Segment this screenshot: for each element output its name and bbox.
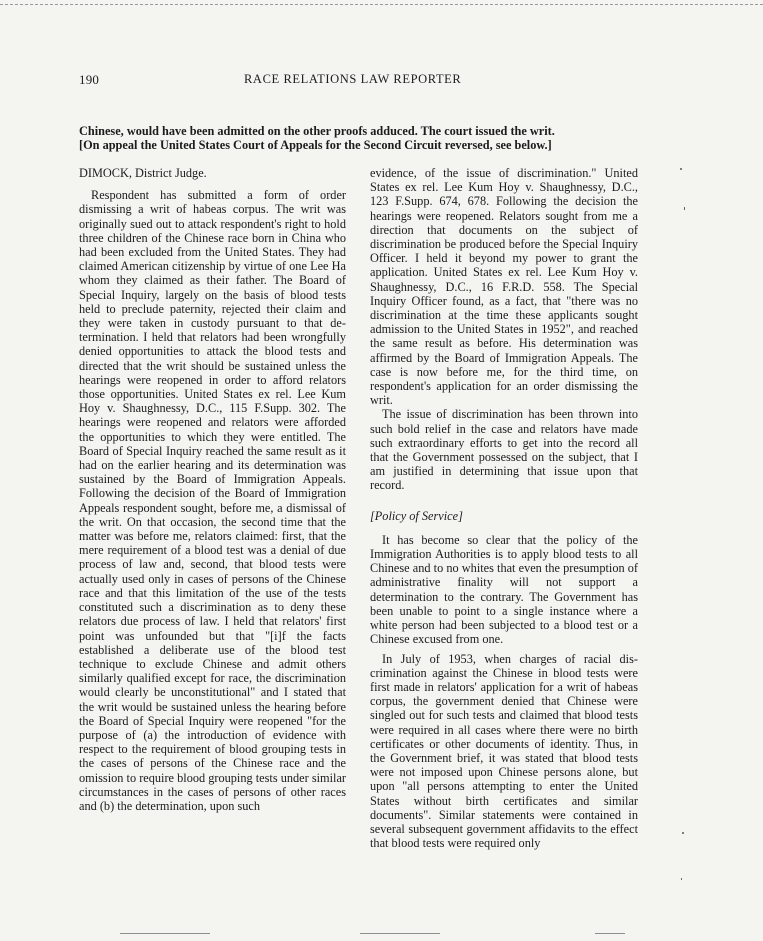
bottom-scan-rule <box>120 933 210 934</box>
scan-speck <box>680 168 682 170</box>
opinion-paragraph: It has become so clear that the policy of the Immigration Authorities is to apply blood tests to all Chinese and to no whites that even the presumption of administrative finality will not support a determination to the contrary. The Government has been unable to point to a single instance where a white person had been subjected to a blood test or a Chinese excused from one. <box>370 532 638 647</box>
bottom-scan-rule <box>595 933 625 934</box>
section-heading: [Policy of Service] <box>370 508 463 523</box>
running-title: RACE RELATIONS LAW REPORTER <box>244 72 462 86</box>
page-header <box>79 72 669 90</box>
headnote <box>79 124 669 152</box>
bottom-scan-rule <box>360 933 440 934</box>
opinion-paragraph: The issue of discrimination has been thrown into such bold relief in the case and relators have made such extraordinary efforts to get into the record all that the Government possessed on the subject, that I am justified in determining that issue upon that record. <box>370 407 638 493</box>
page-number: 190 <box>79 72 100 87</box>
opinion-paragraph: evidence, of the issue of discrimination." United States ex rel. Lee Kum Hoy v. Shaughnessy, D.C., 123 F.Supp. 674, 678. Following the decision the hearings were reopened. Relators sought from me a direction that documents on the subject of discrimination be produced before the Special Inquiry Officer. I held it beyond my power to grant the application. United States ex rel. Lee Kum Hoy v. Shaughnessy, D.C., 16 F.R.D. 558. The Special Inquiry Officer found, as a fact, that "there was no discrimination at the time these applicants sought admission to the United States in 1952", and reached the same result as before. His determination was affirmed by the Board of Immigration Appeals. The case is now before me, for the third time, on respondent's application for an order dismissing the writ. <box>370 166 638 408</box>
opinion-paragraph: Respondent has submitted a form of order dismissing a writ of habeas corpus. The writ was originally sued out to attack respondent's right to hold three children of the Chinese race born in China who had been excluded from the United States. They had claimed American citizenship by virtue of one Lee Ha whom they claimed as their father. The Board of Special Inquiry, largely on the basis of blood tests held to preclude paternity, rejected their claim and they were taken in custody pursuant to that determination. I held that relators had been wrongfully denied opportunities to attack the blood tests and directed that the writ should be sustained unless the hearings were reopened in order to afford relators those opportunities. United States ex rel. Lee Kum Hoy v. Shaughnessy, D.C., 115 F.Supp. 302. The hearings were reopened and relators were afforded the opportunities to which they were entitled. The Board of Special Inquiry reached the same result as it had on the earlier hearing and its determination was sustained by the Board of Immigration Appeals. Following the decision of the Board of Immigration Appeals respondent sought, before me, a dismissal of the writ. On that occasion, the second time that the matter was before me, relators claimed: first, that the mere requirement of a blood test was a denial of due process of law and, second, that blood tests were actually used only in cases of persons of the Chinese race and that this limitation of the use of the tests constituted such a discrimination as to deny these relators due process of law. I held that relators' first point was unfounded but that "[i]f the facts established a deliberate use of the blood test technique to exclude Chinese and admit others similarly qualified except for race, the discrimination would clearly be unconstitutional" and I stated that the writ would be sustained unless the hearing before the Board of Special Inquiry were reopened "for the purpose of (a) the introduction of evidence with respect to the requirement of blood grouping tests in the cases of persons of the Chinese race and the omission to require blood grouping tests under similar circumstances in the cases of persons of other races and (b) the determination, upon such <box>79 188 346 813</box>
scan-speck <box>684 207 685 210</box>
right-column <box>370 166 638 850</box>
page-top-edge <box>0 4 763 5</box>
headnote-line-2: [On appeal the United States Court of Appeals for the Second Circuit reversed, see below.] <box>79 138 552 152</box>
left-column <box>79 166 346 813</box>
scan-speck <box>681 878 682 880</box>
judge-name: DIMOCK, District Judge. <box>79 166 207 180</box>
opinion-paragraph: In July of 1953, when charges of racial discrimination against the Chinese in blood tests were first made in relators' application for a writ of habeas corpus, the government denied that Chinese were singled out for such tests and claimed that blood tests were required in all cases where there were no birth certificates or other documents of identity. Thus, in the Government brief, it was stated that blood tests were not imposed upon Chinese persons alone, but upon "all persons attempting to enter the United States without birth certificates and similar documents". Similar statements were contained in several subsequent government affidavits to the effect that blood tests were required only <box>370 651 638 851</box>
headnote-line-1: Chinese, would have been admitted on the other proofs adduced. The court issued the writ. <box>79 124 555 138</box>
scan-speck <box>682 832 684 834</box>
